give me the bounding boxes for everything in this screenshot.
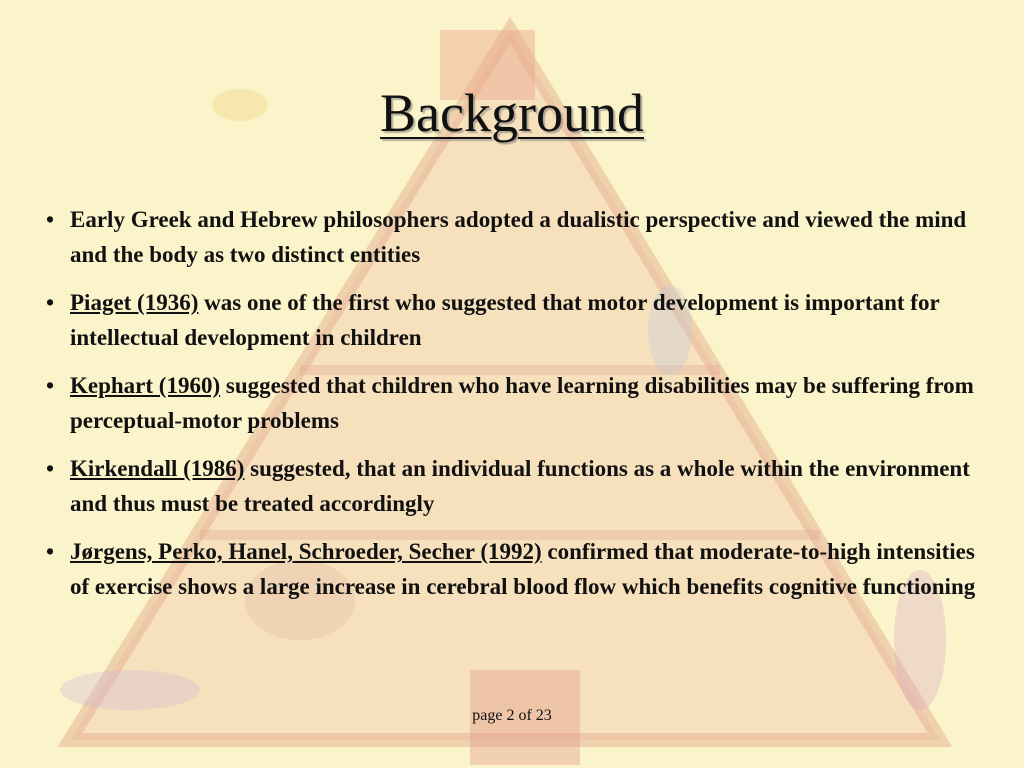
bullet-item (46, 202, 986, 272)
figure-shape (60, 670, 200, 710)
bullet-item (46, 368, 986, 438)
slide-title: Background (380, 83, 644, 143)
bullet-text: suggested, that an individual functions as a whole within the environment and thus must be treated accordingly (70, 456, 970, 516)
citation-link[interactable]: Kirkendall (1986) (70, 456, 245, 481)
citation-link[interactable]: Piaget (1936) (70, 290, 199, 315)
bullet-marker: • (46, 539, 55, 564)
bullet-text: was one of the first who suggested that motor development is important for intellectual development in children (70, 290, 940, 350)
bullet-item (46, 285, 986, 355)
page-number: page 2 of 23 (472, 707, 552, 724)
bullet-text: confirmed that moderate-to-high intensities of exercise shows a large increase in cerebral blood flow which benefits cognitive functioning (70, 539, 976, 599)
bullet-marker: • (46, 207, 55, 232)
bullet-text: Early Greek and Hebrew philosophers adopted a dualistic perspective and viewed the mind and the body as two distinct entities (70, 207, 967, 267)
bullet-marker: • (46, 456, 55, 481)
bullet-list (46, 202, 986, 617)
bullet-marker: • (46, 373, 55, 398)
bullet-item (46, 534, 986, 604)
citation-link[interactable]: Kephart (1960) (70, 373, 221, 398)
bullet-item (46, 451, 986, 521)
bullet-text: suggested that children who have learning disabilities may be suffering from perceptual-motor problems (70, 373, 974, 433)
citation-link[interactable]: Jørgens, Perko, Hanel, Schroeder, Secher (1992) (70, 539, 542, 564)
bullet-marker: • (46, 290, 55, 315)
